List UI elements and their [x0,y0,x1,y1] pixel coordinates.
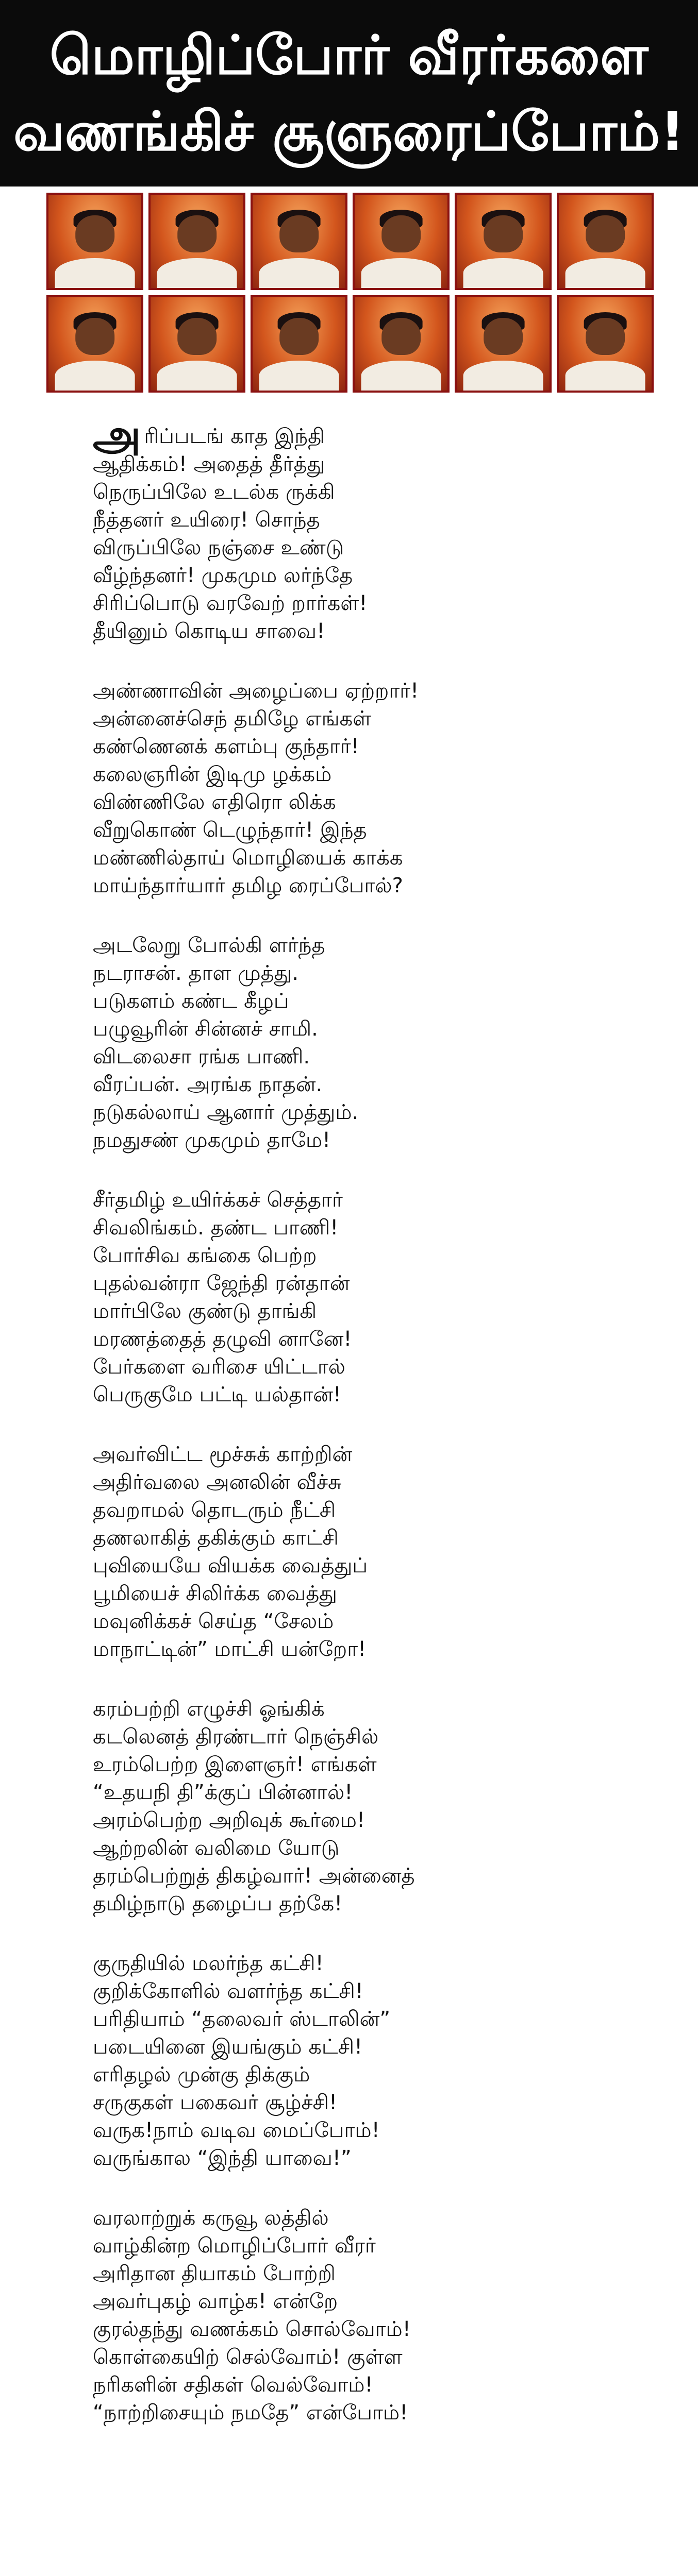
poem-line: வீறுகொண் டெழுந்தார்! இந்த [93,818,367,842]
poem-line: கொள்கையிற் செல்வோம்! குள்ள [93,2345,403,2369]
portrait-icon [148,295,245,393]
poem-line: மரணத்தைத் தழுவி னானே! [93,1327,352,1351]
poem-line: எரிதழல் முன்கு திக்கும் [93,2063,310,2087]
poem-line: வாழ்கின்ற மொழிப்போர் வீரர் [93,2234,376,2258]
poem-line: மார்பிலே குண்டு தாங்கி [93,1299,317,1323]
poem-line: தணலாகித் தகிக்கும் காட்சி [93,1526,339,1550]
poem-line: அன்னைச்செந் தமிழே எங்கள் [93,707,372,731]
portrait-icon [46,295,143,393]
poem-line: விடலைசா ரங்க பாணி. [93,1045,310,1069]
poem [93,410,577,2459]
martyr-portrait-grid [43,190,657,396]
portrait-icon [251,295,347,393]
poem-stanza [93,1186,577,1409]
poem-line: புதல்வன்ரா ஜேந்தி ரன்தான் [93,1272,350,1295]
poem-line: படையினை இயங்கும் கட்சி! [93,2035,363,2059]
poem-line: சீர்தமிழ் உயிர்க்கச் செத்தார் [93,1188,343,1212]
poem-stanza [93,2204,577,2427]
poem-stanza [93,1695,577,1918]
poem-line: உரம்பெற்ற இளைஞர்! எங்கள் [93,1753,377,1776]
poem-line: அரம்பெற்ற அறிவுக் கூர்மை! [93,1808,365,1832]
poem-line: மாய்ந்தார்யார் தமிழ ரைப்போல்? [93,874,403,897]
poem-line: விண்ணிலே எதிரொ லிக்க [93,790,336,814]
poem-line: கடலெனத் திரண்டார் நெஞ்சில் [93,1725,379,1749]
headline-banner [0,0,698,187]
poem-line: வீழ்ந்தனர்! முகமும லர்ந்தே [93,564,353,587]
poem-line: குறிக்கோளில் வளர்ந்த கட்சி! [93,1979,363,2003]
poem-line: படுகளம் கண்ட கீழப் [93,989,289,1013]
headline-line-1: மொழிப்போர் வீரர்களை [49,24,649,87]
poem-line: வருக!நாம் வடிவ மைப்போம்! [93,2119,380,2142]
poem-line: தமிழ்நாடு தழைப்ப தற்கே! [93,1892,343,1916]
poem-line: மண்ணில்தாய் மொழியைக் காக்க [93,846,403,870]
poem-line: நடராசன். தாள முத்து. [93,961,299,985]
portrait-icon [557,295,654,393]
poem-line: தரம்பெற்றுத் திகழ்வார்! அன்னைத் [93,1864,415,1888]
poem-line: அவர்புகழ் வாழ்க! என்றே [93,2290,338,2313]
poem-line: ஆதிக்கம்! அதைத் தீர்த்து [93,452,325,476]
poem-line: சருகுகள் பகைவர் சூழ்ச்சி! [93,2091,338,2114]
poem-line: கரம்பற்றி எழுச்சி ஓங்கிக் [93,1697,325,1721]
poem-line: பேர்களை வரிசை யிட்டால் [93,1355,345,1379]
poem-line: அதிர்வலை அனலின் வீச்சு [93,1470,342,1494]
headline-line-2: வணங்கிச் சூளுரைப்போம்! [13,100,685,163]
poem-line: வீரப்பன். அரங்க நாதன். [93,1073,323,1096]
poem-line-text: ரிப்படங் காத இந்தி [144,425,325,448]
poem-line: தீயினும் கொடிய சாவை! [93,619,325,643]
poem-line: கலைஞரின் இடிமு ழக்கம் [93,762,332,786]
portrait-icon [557,193,654,290]
poem-line: ஆற்றலின் வலிமை யோடு [93,1836,340,1860]
poem-line: பூமியைச் சிலிர்க்க வைத்து [93,1582,337,1605]
poem-line: பரிதியாம் “தலைவர் ஸ்டாலின்” [93,2007,391,2031]
poem-line: நீத்தனர் உயிரை! சொந்த [93,508,320,532]
poem-stanza [93,1950,577,2172]
poem-line: குரல்தந்து வணக்கம் சொல்வோம்! [93,2317,411,2341]
poem-line: பெருகுமே பட்டி யல்தான்! [93,1383,342,1406]
poem-line: “உதயநி தி”க்குப் பின்னால்! [93,1781,353,1804]
poem-stanza [93,410,577,645]
poem-line: அவர்விட்ட மூச்சுக் காற்றின் [93,1443,353,1466]
poem-line: தவறாமல் தொடரும் நீட்சி [93,1498,336,1522]
poem-line: “நாற்றிசையும் நமதே” என்போம்! [93,2401,408,2425]
poem-line: அண்ணாவின் அழைப்பை ஏற்றார்! [93,679,419,703]
portrait-icon [455,193,552,290]
portrait-icon [148,193,245,290]
poem-line: விருப்பிலே நஞ்சை உண்டு [93,536,344,560]
portrait-icon [353,295,450,393]
poem-stanza [93,677,577,900]
poem-line: நமதுசண் முகமும் தாமே! [93,1128,331,1152]
poem-line: அடலேறு போல்கி ளர்ந்த [93,934,325,957]
portrait-icon [353,193,450,290]
poem-line: நடுகல்லாய் ஆனார் முத்தும். [93,1100,359,1124]
poem-line: நெருப்பிலே உடல்க ருக்கி [93,480,335,504]
poem-line: கண்ணெனக் களம்பு குந்தார்! [93,735,359,758]
poem-line [93,410,577,460]
portrait-icon [46,193,143,290]
poem-line: குருதியில் மலர்ந்த கட்சி! [93,1952,324,1975]
poem-line: புவியையே வியக்க வைத்துப் [93,1554,368,1578]
poem-stanza [93,1440,577,1663]
portrait-icon [251,193,347,290]
poem-line: அரிதான தியாகம் போற்றி [93,2262,336,2285]
poem-stanza [93,931,577,1154]
poem-line: மவுனிக்கச் செய்த “சேலம் [93,1609,334,1633]
poem-line: நரிகளின் சதிகள் வெல்வோம்! [93,2373,373,2397]
poem-line: சிரிப்பொடு வரவேற் றார்கள்! [93,591,368,615]
poem-line: வருங்கால “இந்தி யாவை!” [93,2146,352,2170]
poem-line: போர்சிவ கங்கை பெற்ற [93,1244,317,1267]
poem-line: வரலாற்றுக் கருவூ லத்தில் [93,2206,329,2230]
drop-cap: அ [93,410,141,460]
poem-line: பழுவூரின் சின்னச் சாமி. [93,1017,318,1041]
poem-line: மாநாட்டின்” மாட்சி யன்றோ! [93,1637,367,1661]
portrait-icon [455,295,552,393]
poem-line: சிவலிங்கம். தண்ட பாணி! [93,1216,339,1240]
